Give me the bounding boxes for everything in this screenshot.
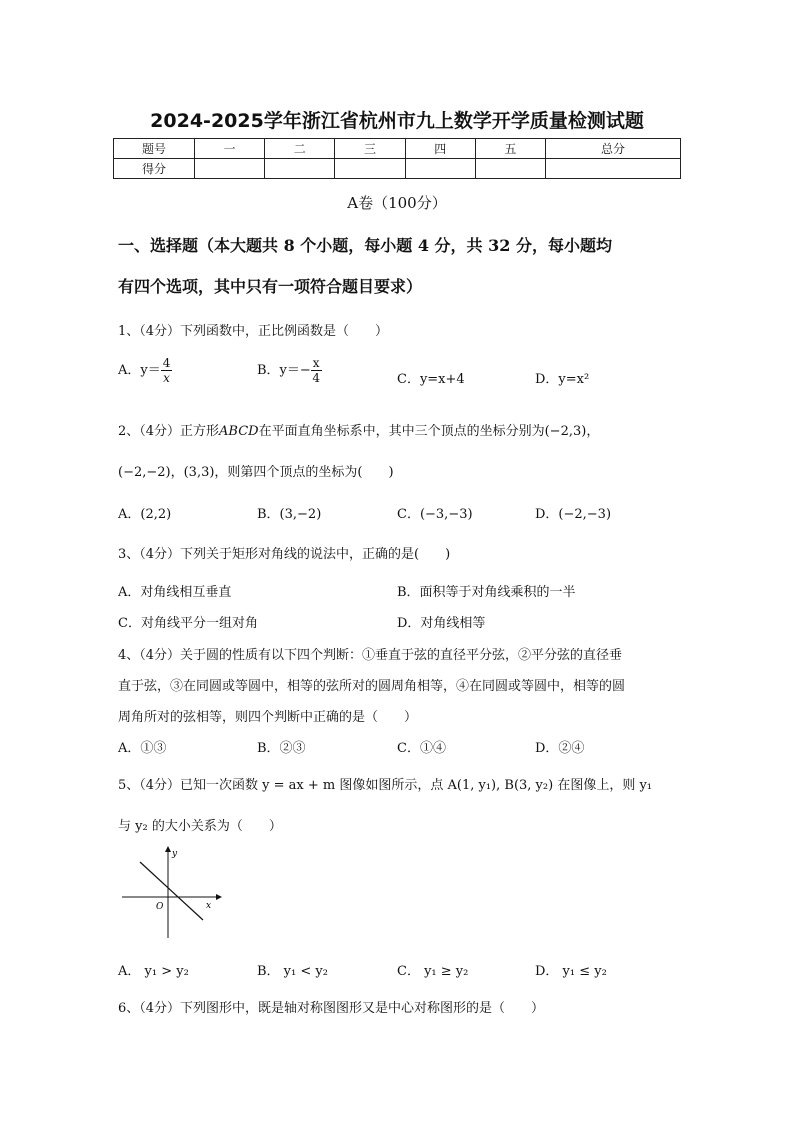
fraction-denominator: x (163, 371, 170, 385)
score-table-header-row (114, 139, 681, 159)
q1-option-a-label: A．y＝ (118, 363, 161, 378)
fraction-denominator: 4 (312, 371, 320, 385)
graph-y-arrow (165, 846, 171, 852)
q3-stem: 3、（4分）下列关于矩形对角线的说法中，正确的是( ) (118, 547, 451, 562)
q4-option-c: C．①④ (397, 741, 446, 756)
score-cell: 二 (265, 139, 335, 159)
q1-option-b (257, 356, 322, 385)
score-cell: 四 (405, 139, 475, 159)
q1-option-b-fraction (311, 356, 322, 385)
score-cell (195, 159, 265, 179)
score-cell: 三 (335, 139, 405, 159)
q5-option-b: B． y₁ < y₂ (257, 964, 328, 979)
q4-stem-line3: 周角所对的弦相等，则四个判断中正确的是（ ） (118, 710, 418, 725)
q4-option-b: B．②③ (257, 741, 306, 756)
q5-option-c: C． y₁ ≥ y₂ (397, 964, 469, 979)
graph-function-line (140, 862, 203, 920)
q2-stem (118, 420, 599, 439)
part1-heading-line2: 有四个选项，其中只有一项符合题目要求） (118, 277, 423, 296)
fraction-numerator: x (312, 356, 320, 370)
score-cell: 总分 (546, 139, 681, 159)
q1-option-d: D．y=x² (535, 372, 590, 387)
graph-label-y: y (172, 849, 178, 859)
q2-option-b: B．(3,−2) (257, 507, 322, 522)
q2-option-a: A．(2,2) (118, 507, 172, 522)
q1-option-b-label: B．y＝− (257, 363, 311, 378)
score-cell (475, 159, 545, 179)
score-cell: 得分 (114, 159, 195, 179)
fraction-numerator: 4 (162, 356, 171, 370)
score-table (113, 138, 681, 179)
q4-option-d: D．②④ (535, 741, 585, 756)
q3-option-d: D．对角线相等 (397, 616, 486, 631)
q6-stem: 6、（4分）下列图形中，既是轴对称图图形又是中心对称图形的是（ ） (118, 1001, 545, 1016)
score-cell (265, 159, 335, 179)
score-cell: 五 (475, 139, 545, 159)
exam-title: 2024-2025学年浙江省杭州市九上数学开学质量检测试题 (150, 110, 644, 132)
q2-option-c: C．(−3,−3) (397, 507, 473, 522)
score-cell (335, 159, 405, 179)
q2-stem-var: ABCD (219, 424, 259, 439)
q5-stem-line1: 5、（4分）已知一次函数 y = ax + m 图像如图所示，点 A(1, y₁), B(3, y₂) 在图像上，则 y₁ (118, 778, 653, 793)
q3-option-a: A．对角线相互垂直 (118, 585, 232, 600)
graph-label-origin: O (156, 902, 164, 912)
q4-option-a: A．①③ (118, 741, 167, 756)
score-cell: 题号 (114, 139, 195, 159)
q4-stem-line1: 4、（4分）关于圆的性质有以下四个判断：①垂直于弦的直径平分弦，②平分弦的直径垂 (118, 648, 623, 663)
q1-option-c: C．y=x+4 (397, 372, 465, 387)
q4-stem-line2: 直于弦，③在同圆或等圆中，相等的弦所对的圆周角相等，④在同圆或等圆中，相等的圆 (118, 679, 626, 694)
q1-stem: 1、（4分）下列函数中，正比例函数是（ ） (118, 324, 389, 339)
q5-function-graph (118, 842, 228, 942)
q5-option-a: A． y₁ > y₂ (118, 964, 189, 979)
q1-option-a-fraction (161, 356, 173, 385)
q2-stem-pre: 2、（4分）正方形 (118, 424, 220, 439)
q2-stem-line2: (−2,−2)，(3,3)，则第四个顶点的坐标为( ) (118, 465, 394, 480)
q2-stem-post: 在平面直角坐标系中，其中三个顶点的坐标分别为(−2,3)， (258, 424, 600, 439)
score-cell (405, 159, 475, 179)
part1-heading-line1: 一、选择题（本大题共 8 个小题，每小题 4 分，共 32 分，每小题均 (118, 236, 612, 255)
score-cell (546, 159, 681, 179)
q5-option-d: D． y₁ ≤ y₂ (535, 964, 607, 979)
score-table-score-row (114, 159, 681, 179)
graph-label-x: x (206, 901, 212, 911)
q3-option-c: C．对角线平分一组对角 (118, 616, 258, 631)
score-cell: 一 (195, 139, 265, 159)
q5-stem-line2: 与 y₂ 的大小关系为（ ） (118, 819, 282, 834)
q3-option-b: B．面积等于对角线乘积的一半 (397, 585, 576, 600)
section-a-heading: A卷（100分） (347, 194, 447, 212)
graph-x-arrow (216, 894, 222, 900)
q2-option-d: D．(−2,−3) (535, 507, 612, 522)
q1-option-a (118, 356, 172, 385)
